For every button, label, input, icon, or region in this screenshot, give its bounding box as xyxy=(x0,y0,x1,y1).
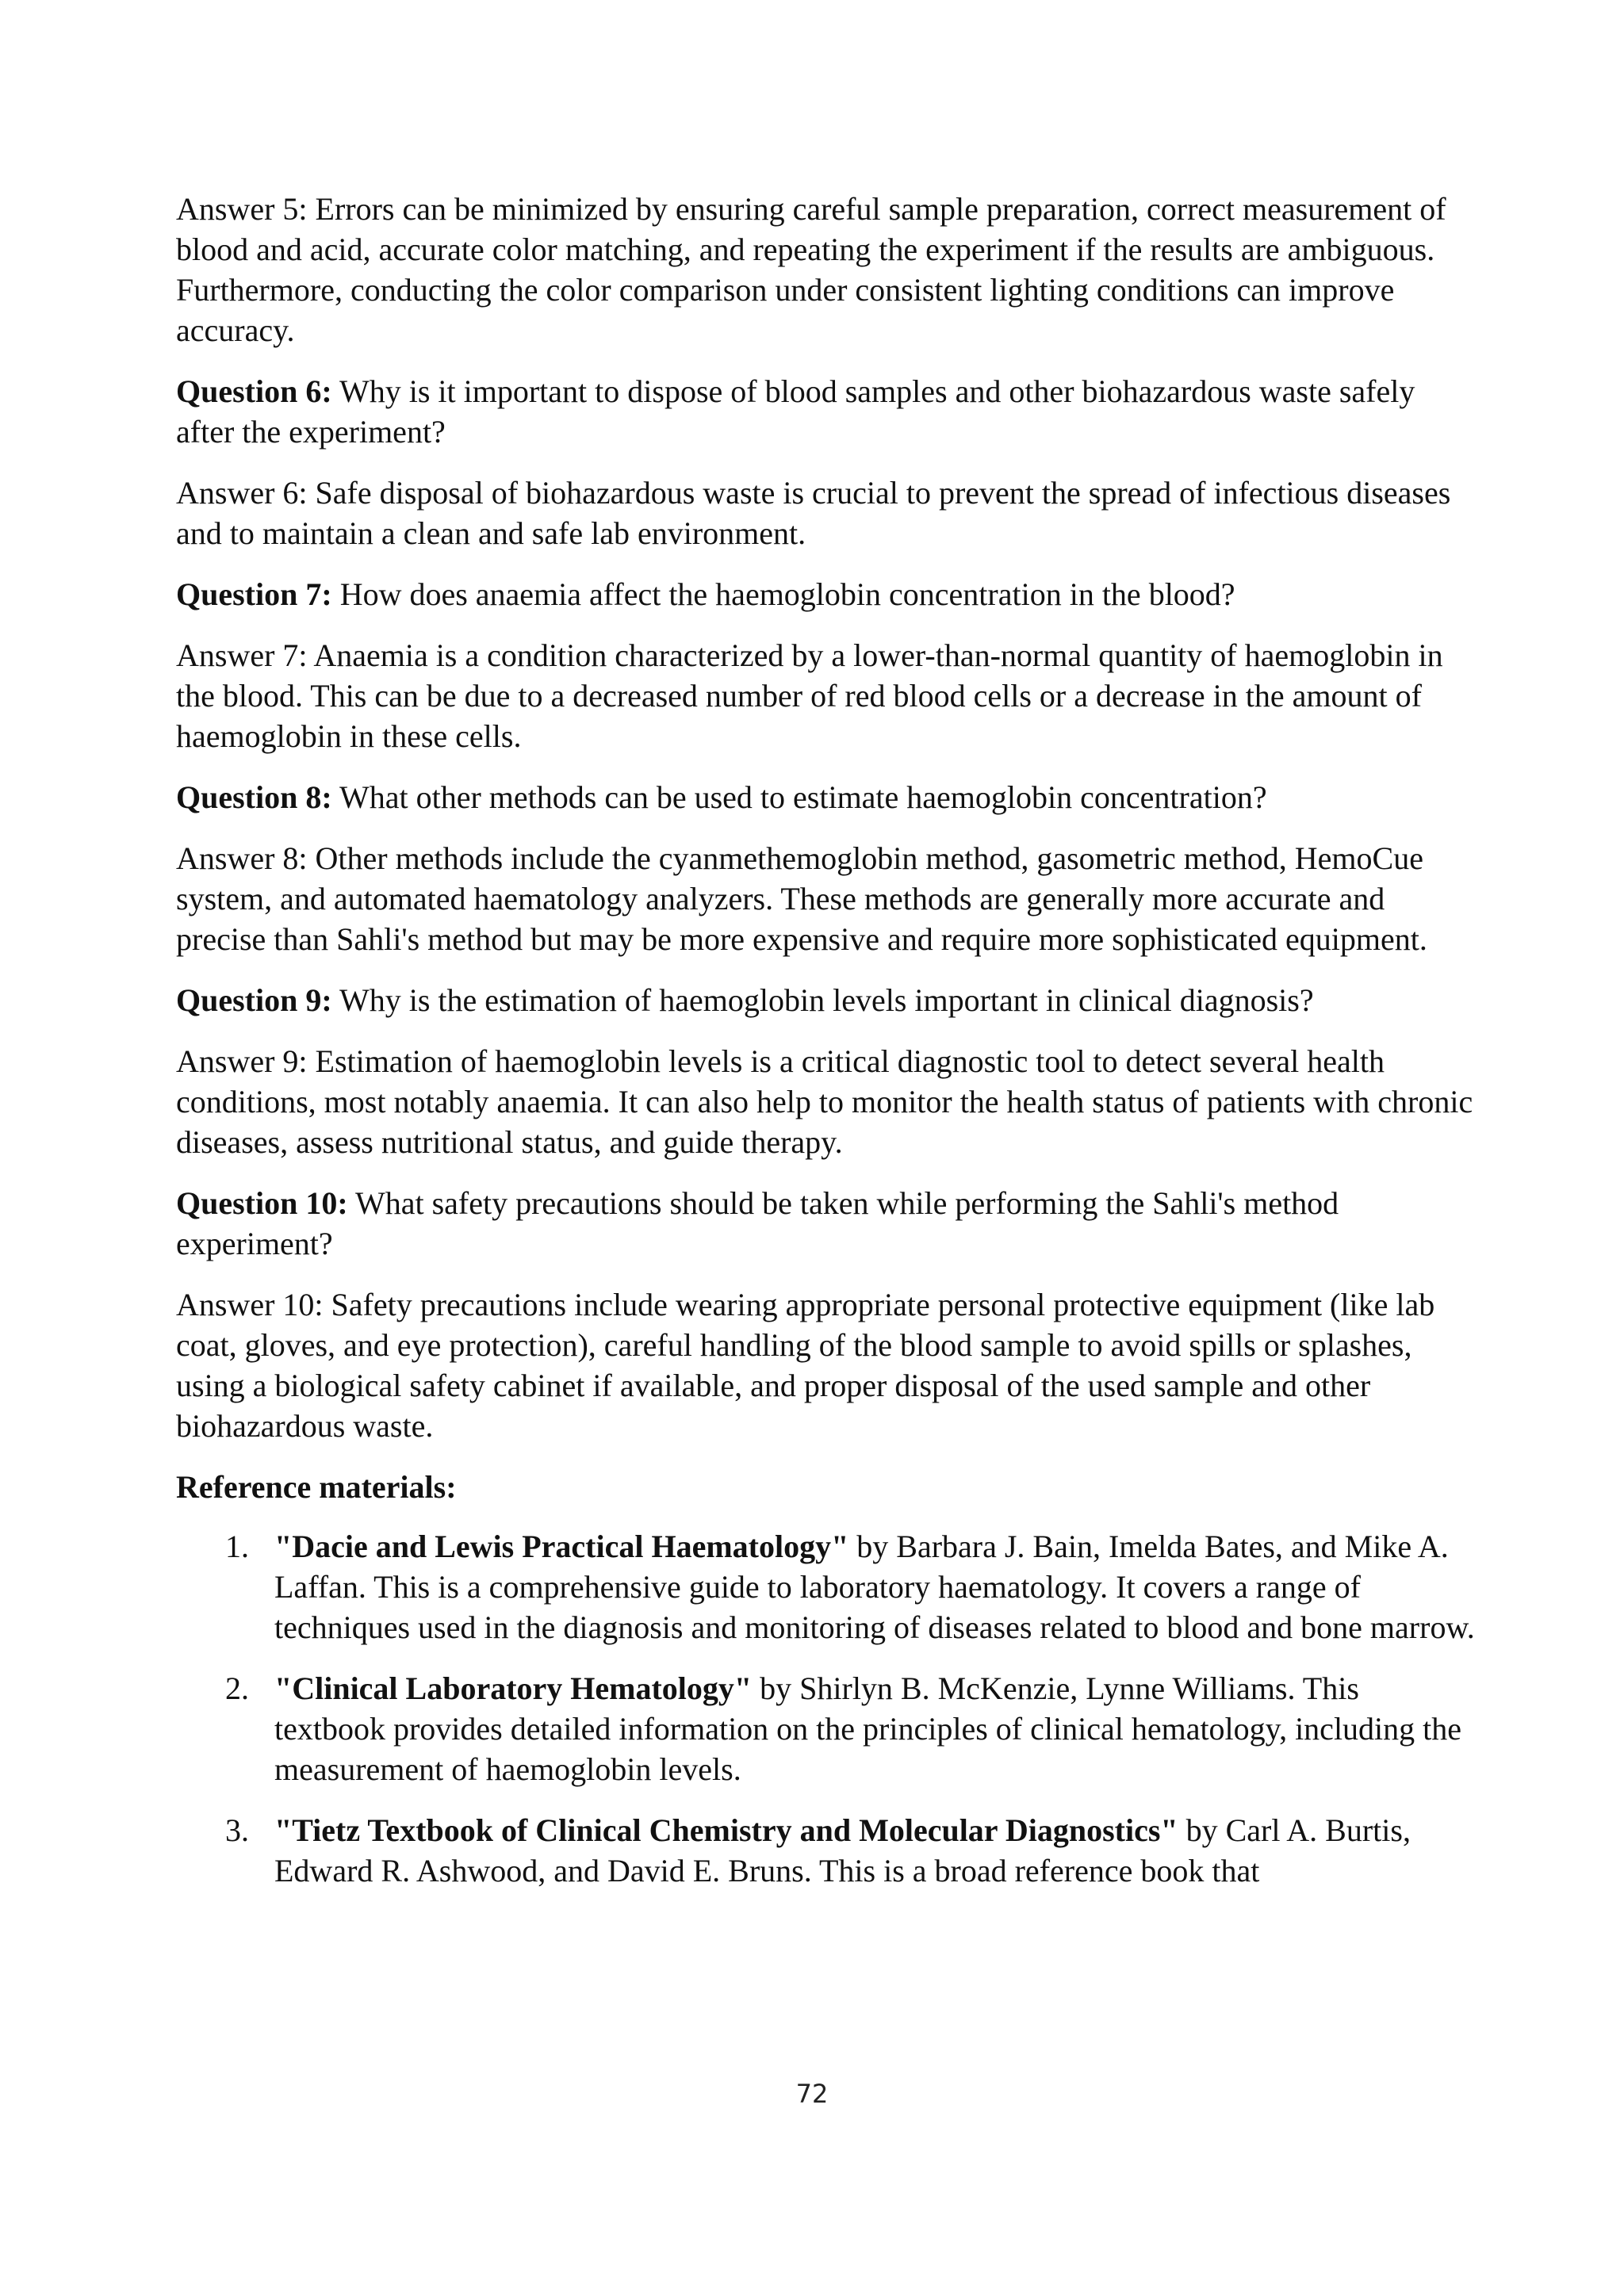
reference-text-3: by Carl A. Burtis, Edward R. Ashwood, and David E. Bruns. This is a broad reference book that xyxy=(274,1812,1411,1888)
question-10-label: Question 10: xyxy=(176,1185,348,1221)
answer-7 xyxy=(176,635,1477,756)
question-8-label: Question 8: xyxy=(176,779,332,815)
answer-10 xyxy=(176,1284,1477,1446)
answer-5 xyxy=(176,189,1477,350)
question-10-text: What safety precautions should be taken while performing the Sahli's method experiment? xyxy=(176,1185,1339,1261)
question-9 xyxy=(176,980,1477,1020)
reference-list xyxy=(176,1526,1477,1891)
answer-5-text: Answer 5: Errors can be minimized by ensuring careful sample preparation, correct measurement of blood and acid, accurate color matching, and repeating the experiment if the results are ambiguous. Furthermore, conducting the color comparison under consistent lighting conditions can improve accuracy. xyxy=(176,191,1446,348)
answer-10-text: Answer 10: Safety precautions include wearing appropriate personal protective equipment (like lab coat, gloves, and eye protection), careful handling of the blood sample to avoid spills or splashes, using a biological safety cabinet if available, and proper disposal of the used sample and other biohazardous waste. xyxy=(176,1287,1435,1444)
reference-text-2: by Shirlyn B. McKenzie, Lynne Williams. This textbook provides detailed information on the principles of clinical hematology, including the measurement of haemoglobin levels. xyxy=(274,1670,1462,1787)
question-6 xyxy=(176,371,1477,452)
page-number: 72 xyxy=(795,2079,829,2109)
answer-8 xyxy=(176,838,1477,959)
answer-8-text: Answer 8: Other methods include the cyanmethemoglobin method, gasometric method, HemoCue system, and automated haematology analyzers. These methods are generally more accurate and precise than Sahli's method but may be more expensive and require more sophisticated equipment. xyxy=(176,840,1427,957)
question-7-label: Question 7: xyxy=(176,576,332,612)
question-7-text: How does anaemia affect the haemoglobin concentration in the blood? xyxy=(331,576,1235,612)
answer-7-text: Answer 7: Anaemia is a condition characterized by a lower-than-normal quantity of haemoglobin in the blood. This can be due to a decreased number of red blood cells or a decrease in the amount of haemoglobin in these cells. xyxy=(176,637,1443,754)
question-10 xyxy=(176,1183,1477,1264)
answer-9 xyxy=(176,1041,1477,1162)
references-heading: Reference materials: xyxy=(176,1469,457,1505)
reference-number-2: 2. xyxy=(225,1670,249,1706)
answer-6 xyxy=(176,473,1477,553)
reference-number-3: 3. xyxy=(225,1812,249,1848)
reference-text-1: by Barbara J. Bain, Imelda Bates, and Mike A. Laffan. This is a comprehensive guide to laboratory haematology. It covers a range of techniques used in the diagnosis and monitoring of diseases related to blood and bone marrow. xyxy=(274,1529,1475,1645)
answer-9-text: Answer 9: Estimation of haemoglobin levels is a critical diagnostic tool to detect several health conditions, most notably anaemia. It can also help to monitor the health status of patients with chronic diseases, assess nutritional status, and guide therapy. xyxy=(176,1043,1473,1160)
reference-item-2 xyxy=(176,1668,1477,1789)
reference-number-1: 1. xyxy=(225,1529,249,1564)
question-9-text: Why is the estimation of haemoglobin levels important in clinical diagnosis? xyxy=(331,982,1314,1018)
reference-title-1: "Dacie and Lewis Practical Haematology" xyxy=(274,1529,849,1564)
question-8 xyxy=(176,777,1477,817)
reference-title-2: "Clinical Laboratory Hematology" xyxy=(274,1670,753,1706)
question-8-text: What other methods can be used to estimate haemoglobin concentration? xyxy=(331,779,1267,815)
reference-title-3: "Tietz Textbook of Clinical Chemistry and Molecular Diagnostics" xyxy=(274,1812,1178,1848)
reference-item-1 xyxy=(176,1526,1477,1647)
reference-item-3 xyxy=(176,1810,1477,1891)
question-6-label: Question 6: xyxy=(176,373,332,409)
question-7 xyxy=(176,574,1477,614)
question-9-label: Question 9: xyxy=(176,982,332,1018)
page-body xyxy=(176,189,1477,1911)
answer-6-text: Answer 6: Safe disposal of biohazardous waste is crucial to prevent the spread of infectious diseases and to maintain a clean and safe lab environment. xyxy=(176,475,1451,551)
question-6-text: Why is it important to dispose of blood samples and other biohazardous waste safely after the experiment? xyxy=(176,373,1415,450)
